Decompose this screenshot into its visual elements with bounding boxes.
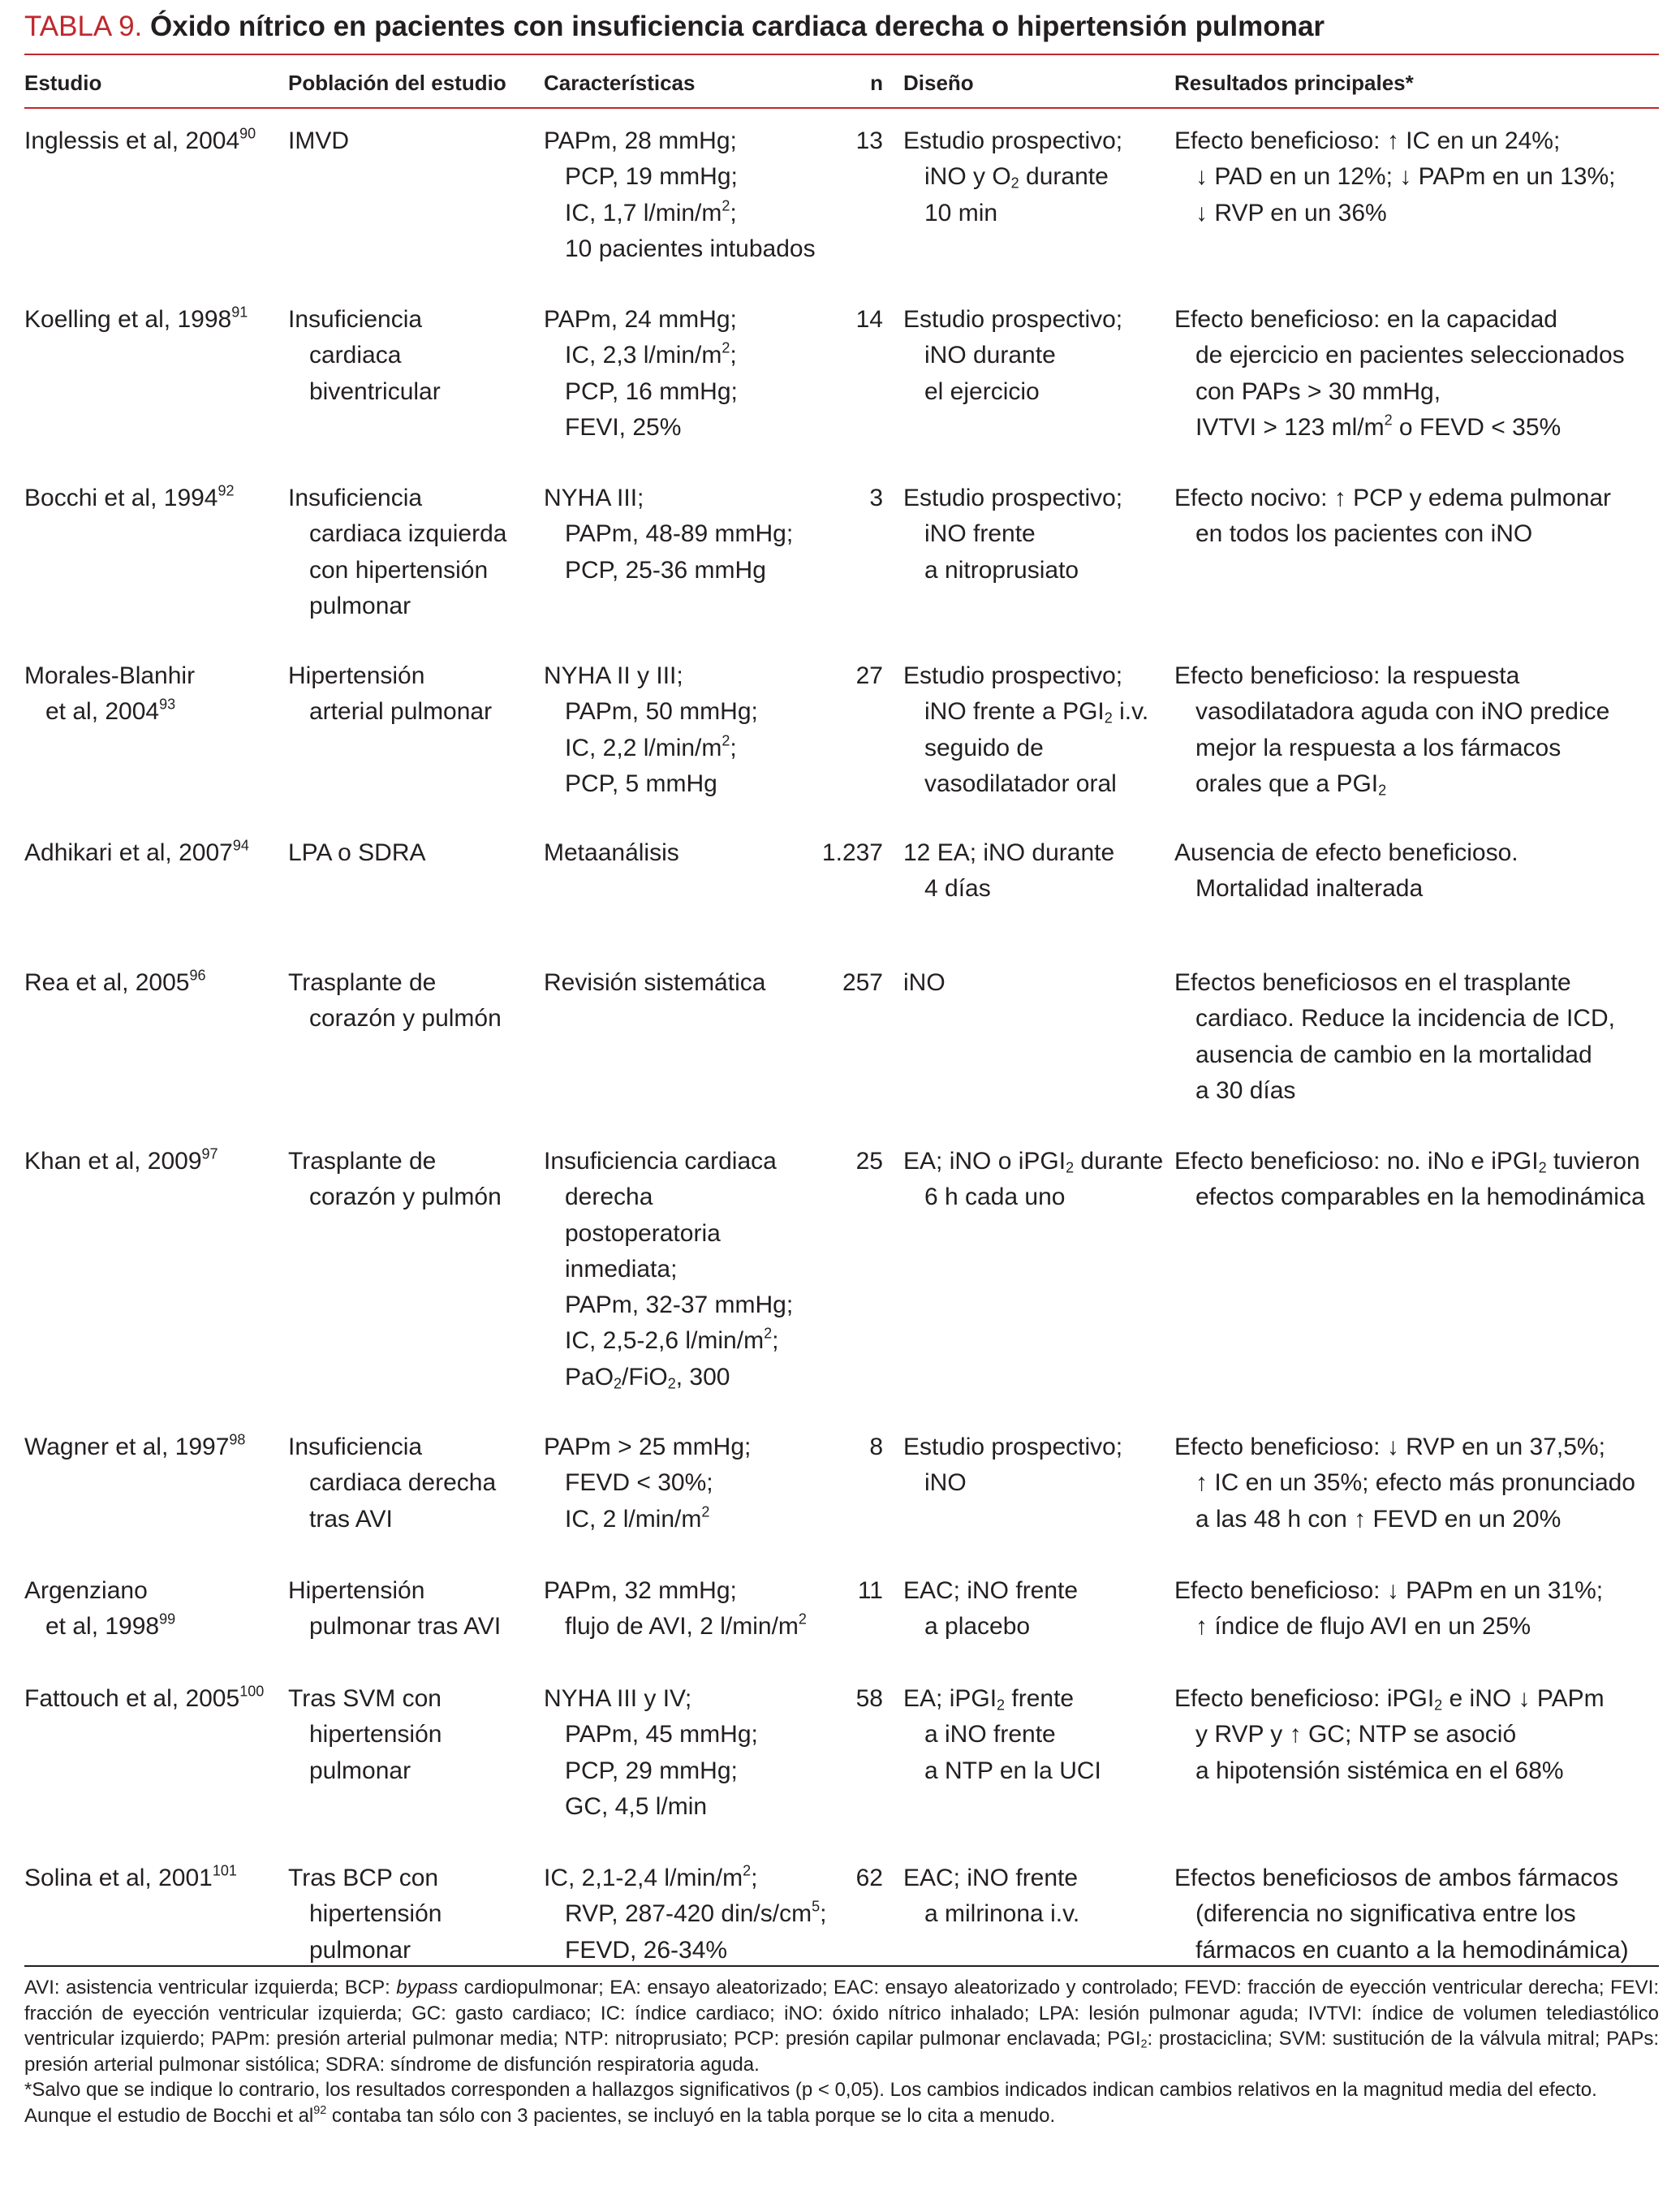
cell-line: derecha — [565, 1184, 653, 1211]
cell-line: PCP, 19 mmHg; — [565, 163, 738, 191]
table-footnotes — [24, 1975, 1659, 2128]
cell-line: Efecto nocivo: ↑ PCP y edema pulmonar — [1174, 485, 1612, 511]
cell-line: mejor la respuesta a los fármacos — [1195, 734, 1562, 761]
cell-line: Trasplante de — [288, 1148, 437, 1175]
cell-poblacion — [288, 1144, 502, 1216]
cell-line: Rea et al, 2005$^{96}$ — [24, 967, 206, 996]
cell-n: 62 — [855, 1865, 883, 1891]
cell-diseno — [903, 965, 946, 1001]
cell-estudio — [24, 123, 256, 159]
cell-line: Estudio prospectivo; — [903, 127, 1123, 154]
cell-estudio — [24, 835, 249, 871]
cell-poblacion — [288, 1681, 442, 1789]
cell-caracteristicas — [544, 123, 816, 267]
cell-n: 8 — [869, 1434, 883, 1460]
cell-line: IVTVI > 123 $ml/m^2$ o FEVD < 35% — [1195, 412, 1562, 441]
cell-line: cardiaca — [309, 342, 402, 369]
cell-line: con hipertensión — [309, 556, 489, 584]
cell-line: cardiaca izquierda — [309, 520, 507, 548]
cell-line: Estudio prospectivo; — [903, 306, 1123, 333]
cell-line: et al, 1998$^{99}$ — [45, 1610, 176, 1641]
cell-line: corazón y pulmón — [309, 1005, 502, 1033]
cell-caracteristicas — [544, 302, 738, 446]
footnote: AVI: asistencia ventricular izquierda; BCP: bypass cardiopulmonar; EA: ensayo aleatorizado; EAC: ensayo aleatorizado y controlado; FEVD: fracción de eyección ventricular derecha; FEVI: fracción de eyección ventricular izquierda; GC: gasto cardiaco; IC: índice cardiaco; iNO: óxido nítrico inhalado; LPA: lesión pulmonar aguda; IVTVI: índice de volumen telediastólico ventricular izquierdo; PAPm: presión arterial pulmonar media; NTP: nitroprusiato; PCP: presión capilar pulmonar enclavada; $PGI_2$: prostaciclina; SVM: sustitución de la válvula mitral; PAPs: presión arterial pulmonar sistólica; SDRA: síndrome de disfunción respiratoria aguda. — [24, 1977, 1659, 2076]
cell-line: Mortalidad inalterada — [1195, 875, 1424, 903]
cell-line: PCP, 29 mmHg; — [565, 1757, 738, 1784]
cell-line: a placebo — [924, 1613, 1031, 1641]
cell-resultados — [1174, 1861, 1629, 1968]
cell-line: et al, 2004$^{93}$ — [45, 696, 176, 726]
col-header-diseno: Diseño — [903, 71, 974, 95]
cell-line: PaO$_2$/FiO$_2$, 300 — [565, 1363, 730, 1392]
cell-caracteristicas — [544, 1681, 758, 1825]
cell-resultados — [1174, 658, 1609, 802]
cell-line: a las 48 h con ↑ FEVD en un 20% — [1195, 1505, 1562, 1533]
cell-n: 13 — [855, 127, 883, 154]
cell-line: postoperatoria — [565, 1219, 721, 1247]
cell-line: Wagner et al, 1997$^{98}$ — [24, 1431, 246, 1460]
cell-resultados — [1174, 481, 1611, 553]
cell-line: 12 EA; iNO durante — [903, 839, 1115, 866]
cell-line: NYHA II y III; — [544, 662, 683, 689]
table-caption: Óxido nítrico en pacientes con insuficiencia cardiaca derecha o hipertensión pulmonar — [150, 11, 1325, 42]
cell-line: efectos comparables en la hemodinámica — [1195, 1184, 1645, 1211]
cell-estudio — [24, 481, 235, 516]
cell-line: ↑ índice de flujo AVI en un 25% — [1195, 1613, 1531, 1641]
cell-line: Efecto beneficioso: ↓ PAPm en un 31%; — [1174, 1577, 1604, 1604]
cell-n: 257 — [842, 969, 883, 996]
cell-line: FEVI, 25% — [565, 413, 682, 441]
cell-line: Morales-Blanhir — [24, 662, 196, 689]
cell-line: Estudio prospectivo; — [903, 1434, 1123, 1460]
cell-line: pulmonar — [309, 592, 411, 619]
header-rule — [24, 107, 1659, 109]
cell-caracteristicas — [544, 1573, 807, 1645]
cell-line: PAPm, 45 mmHg; — [565, 1721, 758, 1748]
cell-n: 25 — [855, 1148, 883, 1175]
cell-n: 1.237 — [821, 839, 883, 866]
cell-line: orales que a $PGI_2$ — [1195, 770, 1387, 799]
cell-diseno — [903, 481, 1122, 589]
cell-line: Insuficiencia — [288, 306, 423, 333]
cell-caracteristicas — [544, 965, 765, 1001]
cell-caracteristicas — [544, 1429, 751, 1537]
cell-line: Bocchi et al, 1994$^{92}$ — [24, 482, 235, 511]
cell-line: Khan et al, 2009$^{97}$ — [24, 1145, 218, 1175]
footnote: Aunque el estudio de Bocchi et $al^{92}$ contaba tan sólo con 3 pacientes, se incluyó en la tabla porque se lo cita a menudo. — [24, 2103, 1056, 2127]
cell-line: 10 min — [924, 199, 998, 226]
cell-poblacion — [288, 835, 426, 871]
cell-line: y RVP y ↑ GC; NTP se asoció — [1195, 1721, 1517, 1748]
cell-diseno — [903, 123, 1122, 231]
cell-estudio — [24, 1573, 175, 1645]
cell-resultados — [1174, 1573, 1603, 1645]
cell-line: NYHA III; — [544, 485, 644, 511]
cell-line: LPA o SDRA — [288, 839, 426, 866]
cell-line: EAC; iNO frente — [903, 1865, 1079, 1891]
cell-line: Efecto beneficioso: en la capacidad — [1174, 306, 1557, 333]
cell-line: Efecto beneficioso: ↑ IC en un 24%; — [1174, 127, 1561, 154]
cell-poblacion — [288, 1429, 496, 1537]
cell-line: Tras BCP con — [288, 1865, 439, 1891]
cell-poblacion — [288, 481, 506, 624]
cell-line: GC, 4,5 l/min — [565, 1792, 708, 1820]
cell-line: Metaanálisis — [544, 839, 679, 866]
cell-line: iNO — [924, 1469, 967, 1497]
cell-line: PAPm, 32 mmHg; — [544, 1577, 737, 1604]
cell-line: flujo de AVI, 2 $l/\min/m^2$ — [565, 1610, 807, 1641]
cell-n: 3 — [869, 485, 883, 511]
cell-diseno — [903, 1861, 1079, 1933]
cell-line: PAPm, 24 mmHg; — [544, 306, 737, 333]
cell-line: IC, 2,5-2,6 $l/\min/m^2$; — [565, 1325, 779, 1355]
cell-diseno — [903, 1429, 1122, 1502]
cell-n: 58 — [855, 1685, 883, 1712]
cell-line: Koelling et al, 1998$^{91}$ — [24, 304, 248, 333]
cell-line: PAPm, 28 mmHg; — [544, 127, 737, 154]
cell-line: Efecto beneficioso: la respuesta — [1174, 662, 1520, 689]
cell-poblacion — [288, 302, 441, 410]
cell-line: FEVD < 30%; — [565, 1469, 713, 1497]
cell-line: seguido de — [924, 734, 1044, 761]
table-number: TABLA 9. — [24, 11, 143, 42]
cell-estudio — [24, 302, 248, 338]
cell-line: Ausencia de efecto beneficioso. — [1174, 839, 1518, 866]
cell-line: con PAPs > 30 mmHg, — [1195, 377, 1441, 405]
cell-line: IC, 2 $l/\min/m^2$ — [565, 1503, 710, 1533]
cell-diseno — [903, 835, 1114, 908]
cell-estudio — [24, 1144, 218, 1179]
cell-line: de ejercicio en pacientes seleccionados — [1195, 342, 1625, 369]
cell-line: Fattouch et al, 2005$^{100}$ — [24, 1683, 265, 1712]
cell-line: ↓ RVP en un 36% — [1195, 199, 1387, 226]
cell-estudio — [24, 1429, 245, 1465]
cell-line: 10 pacientes intubados — [565, 235, 816, 262]
cell-line: PCP, 5 mmHg — [565, 770, 717, 797]
cell-line: Revisión sistemática — [544, 969, 766, 996]
cell-estudio — [24, 965, 206, 1001]
cell-line: pulmonar — [309, 1757, 411, 1784]
cell-diseno — [903, 1681, 1101, 1789]
cell-n: 14 — [855, 306, 883, 333]
cell-line: Hipertensión — [288, 662, 425, 689]
cell-poblacion — [288, 1573, 501, 1645]
col-header-resultados: Resultados principales* — [1174, 71, 1414, 95]
cell-line: EA; iNO o iPGI$_2$ durante — [903, 1148, 1164, 1176]
cell-caracteristicas — [544, 835, 679, 871]
cell-line: a NTP en la UCI — [924, 1757, 1101, 1784]
cell-line: PCP, 16 mmHg; — [565, 377, 738, 405]
cell-line: Tras SVM con — [288, 1685, 442, 1712]
cell-resultados — [1174, 1429, 1635, 1537]
cell-line: PAPm > 25 mmHg; — [544, 1434, 752, 1460]
cell-line: IC, 1,7 $l/\min/m^2$; — [565, 197, 737, 226]
cell-line: hipertensión — [309, 1900, 442, 1928]
cell-line: iNO frente a $PGI_2$ i.v. — [924, 698, 1149, 727]
cell-caracteristicas — [544, 1144, 793, 1395]
cell-diseno — [903, 302, 1122, 410]
cell-line: Insuficiencia — [288, 1434, 423, 1460]
cell-line: Insuficiencia — [288, 485, 423, 511]
cell-line: pulmonar tras AVI — [309, 1613, 502, 1641]
col-header-poblacion: Población del estudio — [288, 71, 506, 95]
cell-line: a 30 días — [1195, 1076, 1296, 1104]
cell-line: Efectos beneficiosos en el trasplante — [1174, 969, 1571, 996]
cell-line: el ejercicio — [924, 377, 1040, 405]
cell-line: Solina et al, 2001$^{101}$ — [24, 1862, 237, 1891]
table-title — [24, 10, 1325, 44]
cell-estudio — [24, 1681, 264, 1717]
cell-line: pulmonar — [309, 1936, 411, 1964]
cell-n: 11 — [857, 1577, 883, 1604]
table-header — [24, 67, 1659, 99]
cell-line: tras AVI — [309, 1505, 393, 1533]
cell-line: ausencia de cambio en la mortalidad — [1195, 1041, 1592, 1068]
cell-line: cardiaco. Reduce la incidencia de ICD, — [1195, 1005, 1615, 1033]
cell-line: Estudio prospectivo; — [903, 662, 1123, 689]
cell-line: cardiaca derecha — [309, 1469, 497, 1497]
cell-line: iNO frente — [924, 520, 1036, 548]
cell-line: Efectos beneficiosos de ambos fármacos — [1174, 1865, 1618, 1891]
col-header-caracteristicas: Características — [544, 71, 696, 95]
title-rule — [24, 54, 1659, 55]
cell-line: PAPm, 48-89 mmHg; — [565, 520, 794, 548]
col-header-n: n — [870, 71, 883, 95]
cell-line: Insuficiencia cardiaca — [544, 1148, 777, 1175]
cell-resultados — [1174, 123, 1616, 231]
cell-line: Trasplante de — [288, 969, 437, 996]
cell-line: Efecto beneficioso: no. iNo e iPGI$_2$ tuvieron — [1174, 1148, 1640, 1176]
cell-poblacion — [288, 658, 492, 731]
cell-resultados — [1174, 835, 1518, 908]
cell-estudio — [24, 1861, 237, 1896]
cell-line: Hipertensión — [288, 1577, 425, 1604]
cell-line: Efecto beneficioso: ↓ RVP en un 37,5%; — [1174, 1434, 1605, 1460]
cell-line: PAPm, 32-37 mmHg; — [565, 1291, 794, 1319]
cell-line: fármacos en cuanto a la hemodinámica) — [1195, 1936, 1629, 1964]
cell-line: ↑ IC en un 35%; efecto más pronunciado — [1195, 1469, 1635, 1497]
cell-line: iNO durante — [924, 342, 1056, 369]
cell-line: vasodilatadora aguda con iNO predice — [1195, 698, 1610, 726]
cell-line: a milrinona i.v. — [924, 1900, 1080, 1928]
cell-line: NYHA III y IV; — [544, 1685, 692, 1712]
cell-line: IMVD — [288, 127, 349, 154]
cell-line: IC, 2,2 $l/\min/m^2$; — [565, 732, 737, 761]
cell-diseno — [903, 658, 1148, 802]
cell-line: EAC; iNO frente — [903, 1577, 1079, 1604]
cell-line: EA; iPGI$_2$ frente — [903, 1685, 1075, 1714]
cell-resultados — [1174, 965, 1615, 1109]
cell-line: Adhikari et al, 2007$^{94}$ — [24, 837, 249, 866]
cell-line: RVP, 287-420 din/$s/cm^5$; — [565, 1898, 827, 1928]
cell-line: IC, 2,1-2,4 $l/\min/m^2$; — [544, 1862, 758, 1891]
cell-line: en todos los pacientes con iNO — [1195, 520, 1533, 548]
footnote: *Salvo que se indique lo contrario, los resultados corresponden a hallazgos significativos (p < 0,05). Los cambios indicados indican cambios relativos en la magnitud media del efecto. — [24, 2079, 1597, 2101]
cell-line: corazón y pulmón — [309, 1184, 502, 1211]
cell-resultados — [1174, 1681, 1605, 1789]
cell-line: 6 h cada uno — [924, 1184, 1066, 1211]
table-bottom-rule — [24, 1965, 1659, 1967]
cell-diseno — [903, 1573, 1078, 1645]
cell-estudio — [24, 658, 195, 731]
cell-line: Argenziano — [24, 1577, 148, 1604]
cell-line: (diferencia no significativa entre los — [1195, 1900, 1576, 1928]
cell-line: Estudio prospectivo; — [903, 485, 1123, 511]
cell-poblacion — [288, 123, 349, 159]
cell-line: IC, 2,3 $l/\min/m^2$; — [565, 339, 737, 369]
cell-poblacion — [288, 1861, 442, 1968]
cell-caracteristicas — [544, 658, 758, 802]
cell-line: Inglessis et al, 2004$^{90}$ — [24, 125, 256, 154]
cell-resultados — [1174, 302, 1625, 446]
cell-line: ↓ PAD en un 12%; ↓ PAPm en un 13%; — [1195, 163, 1616, 191]
cell-n: 27 — [855, 662, 883, 689]
cell-line: Efecto beneficioso: iPGI$_2$ e iNO ↓ PAPm — [1174, 1685, 1605, 1714]
cell-line: PAPm, 50 mmHg; — [565, 698, 758, 726]
col-header-estudio: Estudio — [24, 71, 102, 95]
cell-line: hipertensión — [309, 1721, 442, 1748]
cell-line: biventricular — [309, 377, 441, 405]
cell-line: inmediata; — [565, 1255, 678, 1283]
cell-line: a iNO frente — [924, 1721, 1056, 1748]
cell-caracteristicas — [544, 481, 793, 589]
cell-poblacion — [288, 965, 502, 1037]
cell-line: iNO — [903, 969, 946, 996]
cell-line: vasodilatador oral — [924, 770, 1117, 797]
cell-line: arterial pulmonar — [309, 698, 493, 726]
cell-caracteristicas — [544, 1861, 826, 1968]
cell-diseno — [903, 1144, 1163, 1216]
cell-line: 4 días — [924, 875, 991, 903]
cell-line: FEVD, 26-34% — [565, 1936, 728, 1964]
cell-line: PCP, 25-36 mmHg — [565, 556, 766, 584]
cell-line: iNO y $O_2$ durante — [924, 163, 1109, 192]
cell-line: a nitroprusiato — [924, 556, 1079, 584]
cell-resultados — [1174, 1144, 1645, 1216]
cell-line: a hipotensión sistémica en el 68% — [1195, 1757, 1564, 1784]
